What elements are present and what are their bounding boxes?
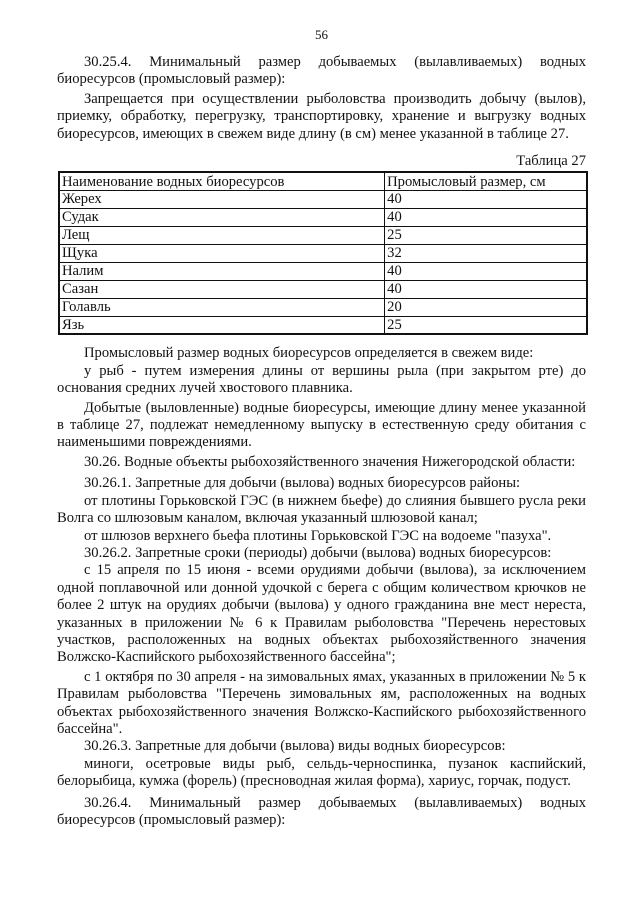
paragraph-fish-measurement: у рыб - путем измерения длины от вершины рыла (при закрытом рте) до основания средних лучей хвостового плавника. [57,362,586,397]
table-cell-species: Налим [59,262,385,280]
section-30-25-4-heading: 30.25.4. Минимальный размер добываемых (вылавливаемых) водных биоресурсов (промысловый размер): [57,54,586,88]
table-cell-size: 25 [385,226,587,244]
table-cell-size: 40 [385,190,587,208]
table-caption: Таблица 27 [516,153,586,170]
paragraph-spring-ban: с 15 апреля по 15 июня - всеми орудиями добычи (вылова), за исключением одной поплавочной или донной удочкой с берега с общим количеством крючков не более 2 штук на орудиях добычи (вылова) у одного гражданина вне мест нереста, указанных в приложении № 6 к Правилам рыболовства "Перечень нерестовых участков, расположенных на водных объектах рыбохозяйственного значения Волжско-Каспийского рыбохозяйственного бассейна"; [57,562,586,666]
table-row [59,226,587,244]
section-30-26-heading: 30.26. Водные объекты рыбохозяйственного значения Нижегородской области: [84,453,576,470]
table-row [59,298,587,316]
size-table [58,171,588,335]
section-30-26-3-heading: 30.26.3. Запретные для добычи (вылова) виды водных биоресурсов: [84,738,506,755]
table-cell-size: 32 [385,244,587,262]
table-row [59,316,587,334]
paragraph-release-rule: Добытые (выловленные) водные биоресурсы, имеющие длину менее указанной в таблице 27, подлежат немедленному выпуску в естественную среду обитания с наименьшими повреждениями. [57,399,586,451]
table-row [59,208,587,226]
table-row [59,190,587,208]
table-header-row [59,172,587,190]
table-cell-species: Сазан [59,280,385,298]
table-cell-species: Лещ [59,226,385,244]
table-cell-size: 25 [385,316,587,334]
section-30-25-4-body: Запрещается при осуществлении рыболовства производить добычу (вылов), приемку, обработку, перегрузку, транспортировку, хранение и выгрузку водных биоресурсов, имеющих в свежем виде длину (в см) менее указанной в таблице 27. [57,90,586,142]
page-number: 56 [315,27,328,42]
section-30-26-2-heading: 30.26.2. Запретные сроки (периоды) добычи (вылова) водных биоресурсов: [84,544,552,561]
table-row [59,280,587,298]
table-cell-species: Щука [59,244,385,262]
table-cell-species: Жерех [59,190,385,208]
paragraph-winter-ban: с 1 октября по 30 апреля - на зимовальных ямах, указанных в приложении № 5 к Правилам рыболовства "Перечень зимовальных ям, расположенных на водных объектах рыбохозяйственного значения Волжско-Каспийского рыбохозяйственного бассейна". [57,668,586,737]
table-row [59,262,587,280]
table-header-size: Промысловый размер, см [385,172,587,190]
table-cell-size: 40 [385,262,587,280]
table-cell-species: Язь [59,316,385,334]
section-30-26-4-heading: 30.26.4. Минимальный размер добываемых (вылавливаемых) водных биоресурсов (промысловый размер): [57,794,586,828]
paragraph-forbidden-area-1: от плотины Горьковской ГЭС (в нижнем бьефе) до слияния бывшего русла реки Волга со шлюзовым каналом, включая указанный шлюзовой канал; [57,492,586,527]
paragraph-forbidden-area-2: от шлюзов верхнего бьефа плотины Горьковской ГЭС на водоеме "пазуха". [84,527,552,544]
table-cell-size: 20 [385,298,587,316]
table-cell-species: Судак [59,208,385,226]
table-header-name: Наименование водных биоресурсов [59,172,385,190]
table-cell-species: Голавль [59,298,385,316]
table-cell-size: 40 [385,280,587,298]
table-row [59,244,587,262]
table-cell-size: 40 [385,208,587,226]
paragraph-forbidden-species: миноги, осетровые виды рыб, сельдь-черноспинка, пузанок каспийский, белорыбица, кумжа (форель) (пресноводная жилая форма), хариус, горчак, подуст. [57,755,586,790]
paragraph-size-definition: Промысловый размер водных биоресурсов определяется в свежем виде: [84,345,534,362]
section-30-26-1-heading: 30.26.1. Запретные для добычи (вылова) водных биоресурсов районы: [84,475,521,492]
